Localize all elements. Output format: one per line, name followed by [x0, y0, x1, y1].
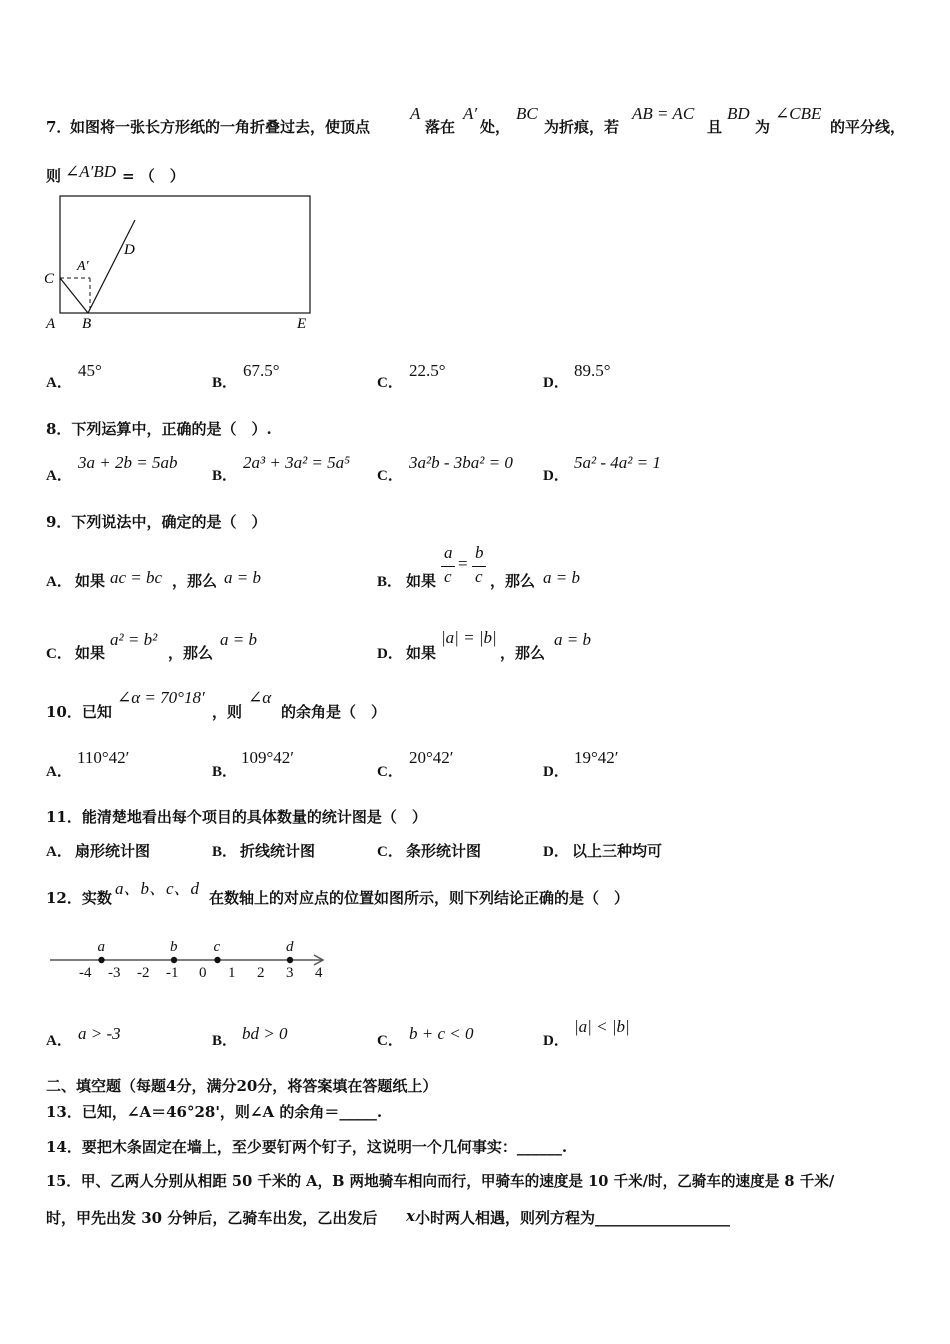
point-label-b: b [170, 939, 178, 955]
q10-option-d-value: 19°42′ [574, 748, 619, 767]
q12-number-line [40, 930, 340, 990]
q15-line-2-pre: 时，甲先出发 30 分钟后，乙骑车出发，乙出发后 [46, 1209, 378, 1227]
q10-option-a-label[interactable]: A． [46, 764, 72, 780]
q9-option-b-label[interactable]: B． [377, 574, 403, 590]
q9-stem: 9．下列说法中，确定的是（ ） [46, 513, 267, 531]
q10-angle: ∠α [248, 688, 272, 707]
q8-option-a-label[interactable]: A． [46, 468, 72, 484]
fig-label-d: D [124, 242, 135, 258]
q10-pre: 10．已知 [46, 703, 112, 721]
q10-mid: ，则 [212, 703, 243, 721]
point-label-c: c [213, 939, 221, 955]
q9-option-b-frac-a: a [444, 543, 453, 562]
q7-ab-eq-ac: AB = AC [632, 104, 695, 123]
q9-option-b-frac-b: b [475, 543, 484, 562]
q8-option-d-label[interactable]: D． [543, 468, 569, 484]
q7-text-1: 如图将一张长方形纸的一角折叠过去，使顶点 [70, 118, 371, 136]
q8-option-b-value: 2a³ + 3a² = 5a⁵ [243, 453, 351, 472]
q10-given: ∠α = 70°18′ [117, 688, 205, 707]
fig-label-b: B [82, 316, 92, 332]
q14-text: 14．要把木条固定在墙上，至少要钉两个钉子，这说明一个几何事实：______. [46, 1138, 568, 1156]
q11-option-b-label[interactable]: B． [212, 844, 238, 860]
q10-option-a-value: 110°42′ [77, 748, 130, 767]
q10-post: 的余角是（ ） [281, 703, 387, 721]
q7-number: 7． [46, 118, 72, 136]
q11-option-c-label[interactable]: C． [377, 844, 403, 860]
tick-label: -1 [166, 965, 179, 981]
q13-text: 13．已知，∠A＝46°28'，则∠A 的余角＝_____. [46, 1103, 383, 1121]
q11-option-a-label[interactable]: A． [46, 844, 72, 860]
point-c [214, 957, 220, 963]
q7-text-2: 落在 [425, 118, 456, 136]
tick-label: -3 [108, 965, 121, 981]
point-label-a: a [97, 939, 105, 955]
q7-line2-post: = （ ） [122, 167, 185, 185]
tick-label: 0 [199, 965, 207, 981]
q10-option-c-label[interactable]: C． [377, 764, 403, 780]
q7-option-a-value: 45° [78, 361, 102, 380]
q7-fold-figure [40, 190, 330, 340]
q15-variable-x: x [406, 1207, 415, 1225]
q7-option-c-label[interactable]: C． [377, 375, 403, 391]
q8-option-c-label[interactable]: C． [377, 468, 403, 484]
q10-option-b-value: 109°42′ [241, 748, 295, 767]
q15-line-1: 15．甲、乙两人分别从相距 50 千米的 A，B 两地骑车相向而行，甲骑车的速度是 10 千米/时，乙骑车的速度是 8 千米/ [46, 1173, 835, 1190]
q7-text-5: 且 [707, 118, 723, 136]
q7-point-a-prime: A′ [463, 104, 478, 123]
bisector-bd [88, 220, 135, 313]
tick-label: 2 [257, 965, 265, 981]
q9-option-a-if: 如果 [75, 572, 106, 590]
fig-label-c: C [44, 271, 55, 287]
point-label-d: d [286, 939, 294, 955]
q9-option-c-cond: a² = b² [110, 630, 158, 649]
q12-pre: 12．实数 [46, 889, 112, 907]
q7-option-d-label[interactable]: D． [543, 375, 569, 391]
tick-label: -2 [137, 965, 150, 981]
q9-option-b-frac-c2: c [475, 567, 483, 586]
q12-option-b-label[interactable]: B． [212, 1033, 238, 1049]
q7-target-angle: ∠A′BD [65, 162, 117, 181]
q7-angle-cbe: ∠CBE [775, 104, 822, 123]
q9-option-c-res: a = b [220, 630, 257, 649]
q8-option-c-value: 3a²b - 3ba² = 0 [409, 453, 513, 472]
point-a [98, 957, 104, 963]
section-2-heading: 二、填空题（每题4分，满分20分，将答案填在答题纸上） [46, 1077, 438, 1095]
q11-option-c-value: 条形统计图 [406, 842, 482, 860]
tick-label: 1 [228, 965, 236, 981]
crease-bc [60, 278, 88, 313]
q7-bd: BD [727, 104, 750, 123]
q9-option-d-label[interactable]: D． [377, 646, 403, 662]
q7-option-a-label[interactable]: A． [46, 375, 72, 391]
q11-option-d-label[interactable]: D． [543, 844, 569, 860]
q9-option-c-label[interactable]: C． [46, 646, 72, 662]
q7-text-4: 为折痕，若 [544, 118, 620, 136]
q9-option-a-res: a = b [224, 568, 261, 587]
q8-option-d-value: 5a² - 4a² = 1 [574, 453, 661, 472]
q10-option-b-label[interactable]: B． [212, 764, 238, 780]
q11-option-d-value: 以上三种均可 [572, 842, 663, 860]
q7-option-b-label[interactable]: B． [212, 375, 238, 391]
fig-label-a: A [46, 316, 56, 332]
fig-label-e: E [297, 316, 307, 332]
q9-option-a-then: ，那么 [172, 572, 218, 590]
q7-text-7: 的平分线， [830, 118, 906, 136]
q7-bc: BC [516, 104, 538, 123]
q9-option-b-res: a = b [543, 568, 580, 587]
tick-label: 4 [315, 965, 323, 981]
q9-option-b-frac-c: c [444, 567, 452, 586]
point-d [287, 957, 293, 963]
q9-option-d-cond: |a| = |b| [441, 628, 497, 647]
q12-option-d-value: |a| < |b| [574, 1017, 630, 1036]
fig-label-a-prime: A′ [77, 259, 89, 274]
q12-option-a-label[interactable]: A． [46, 1033, 72, 1049]
q9-option-d-then: ，那么 [500, 644, 546, 662]
q8-stem: 8．下列运算中，正确的是（ ）. [46, 420, 272, 438]
q9-option-c-then: ，那么 [168, 644, 214, 662]
q9-option-b-if: 如果 [406, 572, 437, 590]
q12-option-c-label[interactable]: C． [377, 1033, 403, 1049]
q9-option-a-cond: ac = bc [110, 568, 163, 587]
q9-option-d-res: a = b [554, 630, 591, 649]
q7-option-b-value: 67.5° [243, 361, 280, 380]
q15-line-2-post: 小时两人相遇，则列方程为__________________ [415, 1209, 731, 1227]
q7-option-c-value: 22.5° [409, 361, 446, 380]
q11-option-a-value: 扇形统计图 [75, 842, 151, 860]
q7-text-3: 处， [480, 118, 511, 136]
q7-line2-pre: 则 [46, 167, 62, 185]
tick-label: -4 [79, 965, 92, 981]
q10-option-c-value: 20°42′ [409, 748, 454, 767]
q12-option-c-value: b + c < 0 [409, 1024, 474, 1043]
q7-option-d-value: 89.5° [574, 361, 611, 380]
q12-option-d-label[interactable]: D． [543, 1033, 569, 1049]
point-b [171, 957, 177, 963]
q12-post: 在数轴上的对应点的位置如图所示，则下列结论正确的是（ ） [209, 889, 630, 907]
q11-stem: 11．能清楚地看出每个项目的具体数量的统计图是（ ） [46, 808, 427, 826]
q11-option-b-value: 折线统计图 [240, 842, 316, 860]
q7-point-a: A [410, 104, 421, 123]
q7-text-6: 为 [755, 118, 771, 136]
q9-option-b-then: ，那么 [490, 572, 536, 590]
q8-option-b-label[interactable]: B． [212, 468, 238, 484]
q9-option-b-eq: = [458, 554, 468, 573]
q8-option-a-value: 3a + 2b = 5ab [78, 453, 178, 472]
q12-option-b-value: bd > 0 [242, 1024, 288, 1043]
q9-option-d-if: 如果 [406, 644, 437, 662]
q9-option-c-if: 如果 [75, 644, 106, 662]
q12-option-a-value: a > -3 [78, 1024, 121, 1043]
q10-option-d-label[interactable]: D． [543, 764, 569, 780]
q12-vars: a、b、c、d [115, 879, 200, 898]
tick-label: 3 [286, 965, 294, 981]
q9-option-a-label[interactable]: A． [46, 574, 72, 590]
